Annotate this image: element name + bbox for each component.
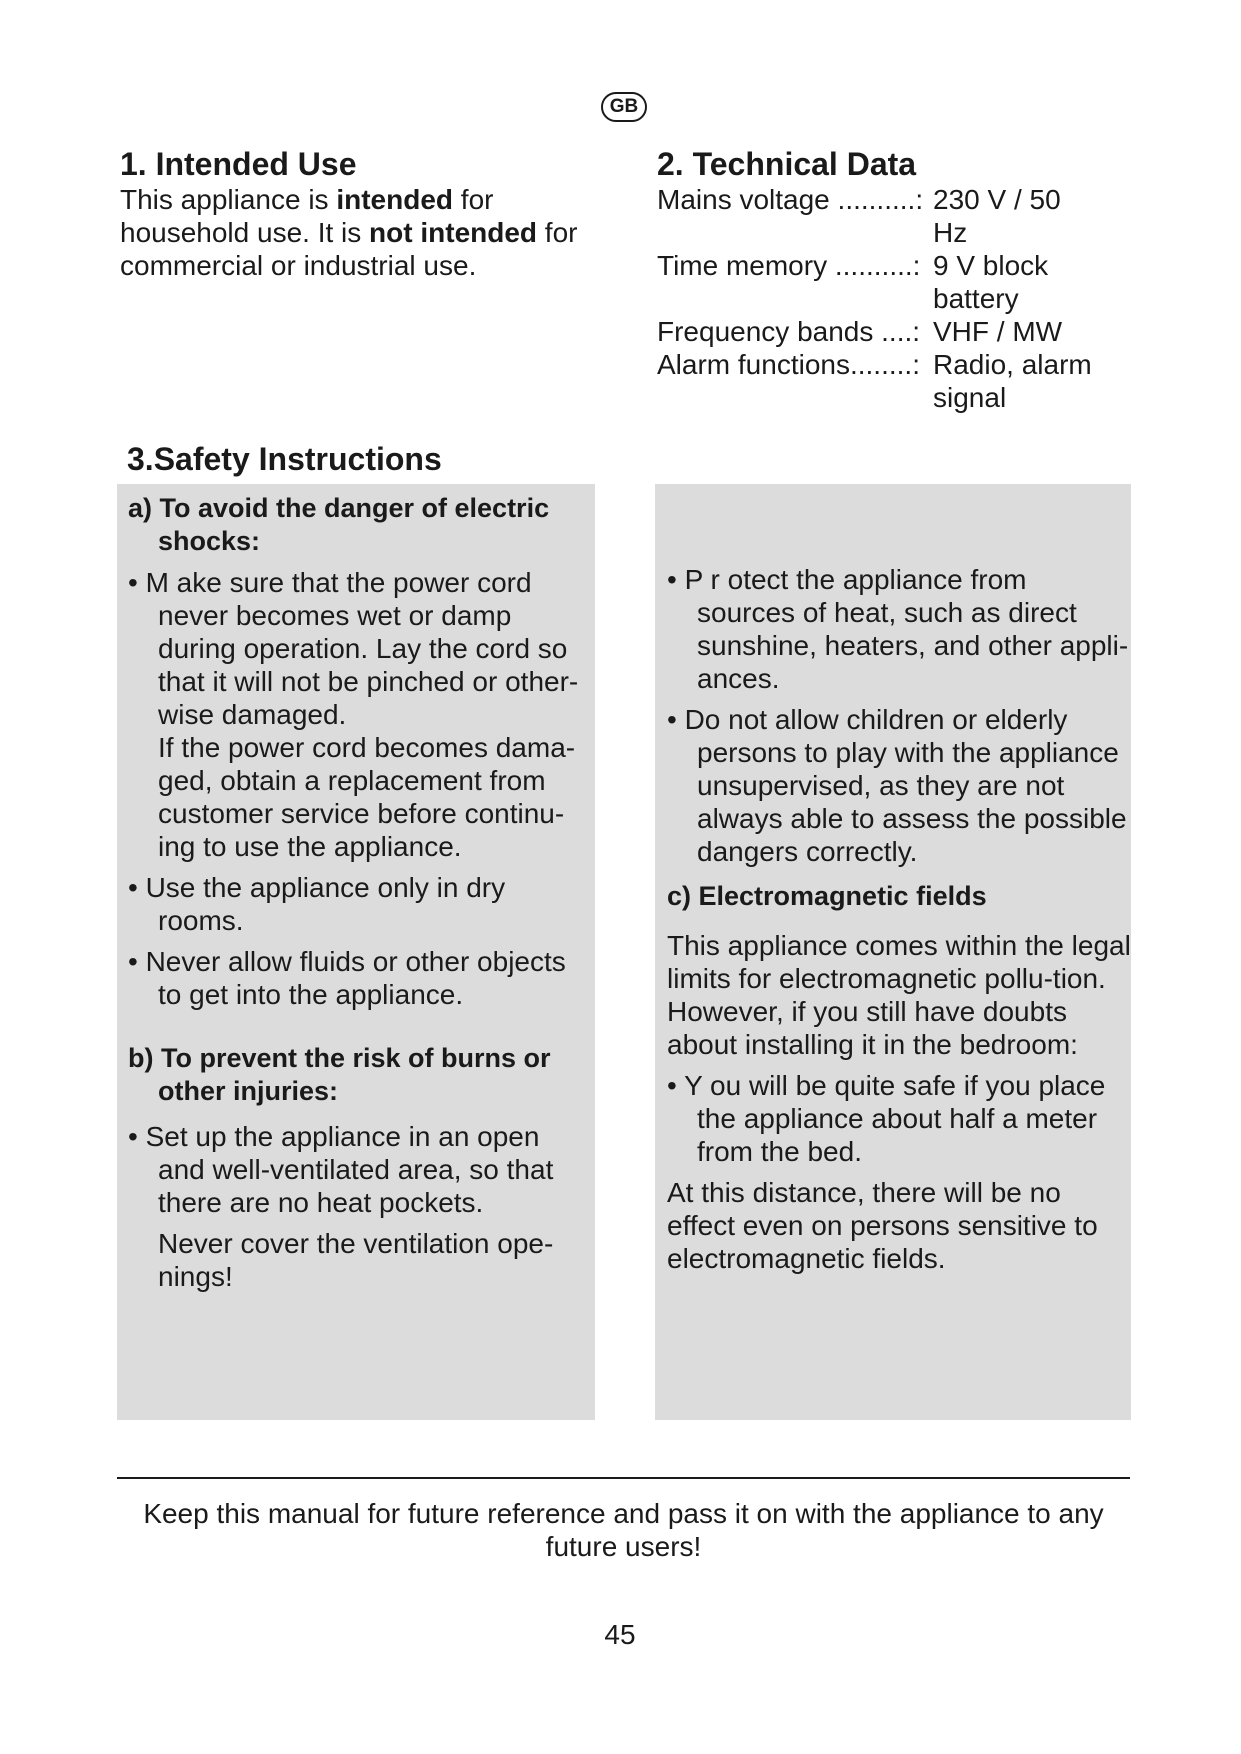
power-cord-replacement-text: If the power cord becomes dama-ged, obtain a replacement from customer service before continu-ing to use the appliance. — [158, 732, 576, 862]
bullet-ventilated-area: • Set up the appliance in an open and well-ventilated area, so that there are no heat pockets. — [128, 1121, 554, 1218]
intended-use-title: 1. Intended Use — [120, 146, 357, 182]
tech-label: Time memory ..........: — [657, 250, 921, 281]
technical-data-table — [657, 183, 1098, 414]
tech-value: 230 V / 50 Hz — [933, 184, 1061, 248]
safety-box-right — [655, 484, 1131, 1420]
ventilation-warning: Never cover the ventilation ope-nings! — [158, 1228, 554, 1292]
tech-label: Mains voltage ..........: — [657, 184, 924, 215]
tech-row — [657, 348, 1098, 414]
subheading-burns: b) To prevent the risk of burns or other injuries: — [128, 1043, 551, 1106]
tech-row — [657, 315, 1098, 348]
subheading-electromagnetic-fields: c) Electromagnetic fields — [667, 881, 987, 911]
language-badge: GB — [601, 92, 647, 122]
footer-divider — [117, 1477, 1130, 1479]
technical-data-title: 2. Technical Data — [657, 146, 917, 182]
tech-value: VHF / MW — [933, 316, 1063, 347]
technical-data-section — [657, 145, 1127, 414]
page-number: 45 — [604, 1619, 636, 1650]
electromagnetic-paragraph: This appliance comes within the legal limits for electromagnetic pollu-tion. However, if you still have doubts about installing it in the bedroom: — [667, 930, 1131, 1060]
safety-right-content — [667, 563, 1131, 1275]
tech-value: 9 V block battery — [933, 250, 1049, 314]
intended-use-section — [120, 145, 600, 282]
bullet-children: • Do not allow children or elderly persons to play with the appliance unsupervised, as they are not always able to assess the possible dangers correctly. — [667, 704, 1127, 867]
safety-left-content — [128, 492, 593, 1293]
footer-note: Keep this manual for future reference and pass it on with the appliance to any future users! — [143, 1498, 1104, 1562]
safety-box-left — [117, 484, 595, 1420]
tech-value: Radio, alarm signal — [933, 349, 1092, 413]
tech-row — [657, 183, 1098, 249]
subheading-electric-shocks: a) To avoid the danger of electric shocks: — [128, 493, 550, 556]
tech-row — [657, 249, 1098, 315]
bullet-dry-rooms: • Use the appliance only in dry rooms. — [128, 872, 506, 936]
intended-use-text: This appliance is intended for household use. It is not intended for commercial or industrial use. — [120, 184, 578, 281]
bullet-heat-sources: • P r otect the appliance from sources of heat, such as direct sunshine, heaters, and other appli-ances. — [667, 564, 1129, 694]
bullet-power-cord: • M ake sure that the power cord never becomes wet or damp during operation. Lay the cord so that it will not be pinched or other-wise damaged. — [128, 567, 579, 730]
safety-title: 3.Safety Instructions — [127, 441, 442, 477]
bullet-fluids: • Never allow fluids or other objects to get into the appliance. — [128, 946, 566, 1010]
tech-label: Frequency bands ....: — [657, 316, 921, 347]
bullet-half-meter: • Y ou will be quite safe if you place the appliance about half a meter from the bed. — [667, 1070, 1106, 1167]
distance-paragraph: At this distance, there will be no effect even on persons sensitive to electromagnetic fields. — [667, 1177, 1098, 1274]
tech-label: Alarm functions........: — [657, 349, 920, 380]
